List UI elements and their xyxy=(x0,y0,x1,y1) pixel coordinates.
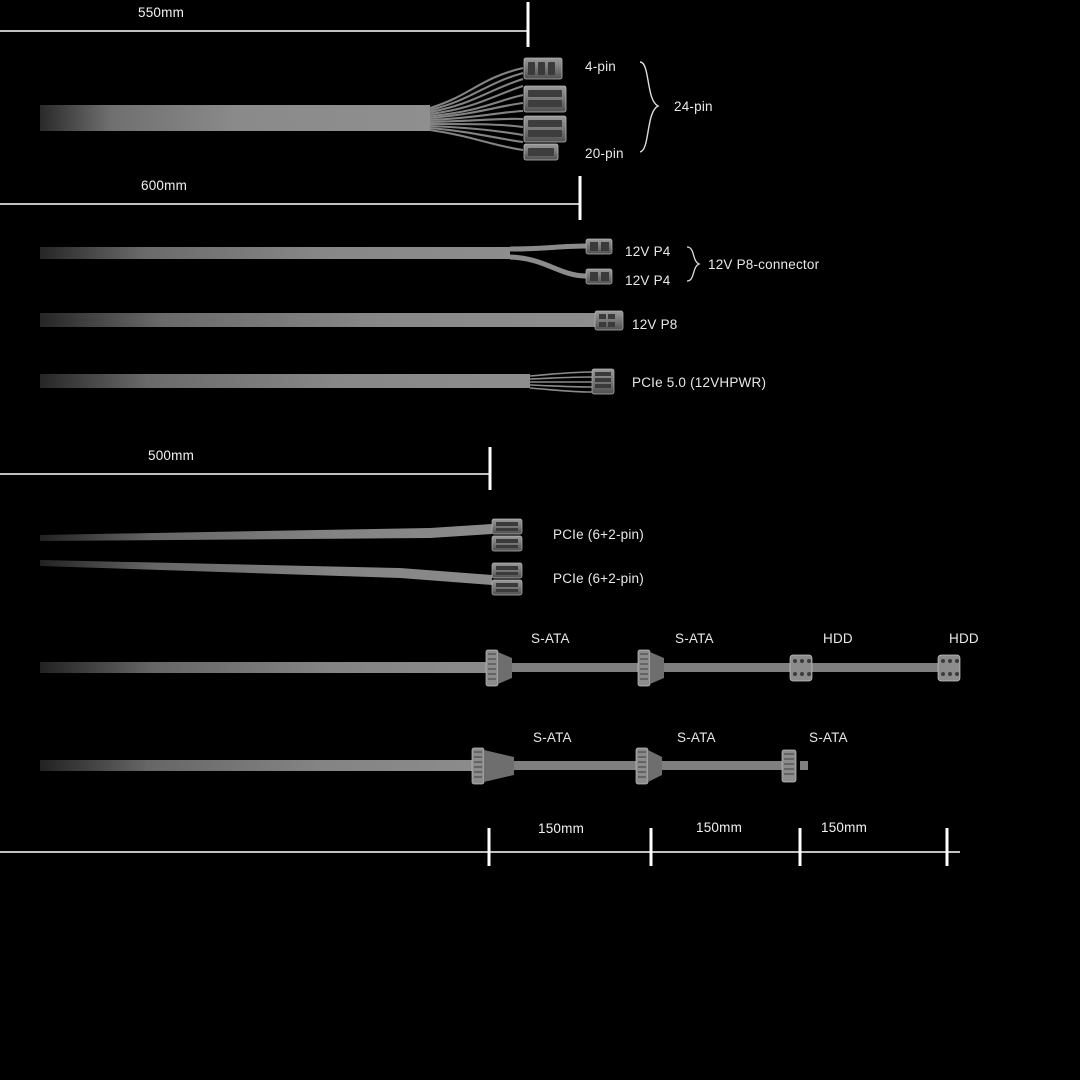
label-12v-p4-a: 12V P4 xyxy=(625,244,671,259)
label-pcie-6plus2-b: PCIe (6+2-pin) xyxy=(553,571,644,586)
connector-20pin xyxy=(524,86,566,160)
connector-pcie-6plus2-a xyxy=(492,519,522,551)
label-sata-3: S-ATA xyxy=(533,730,572,745)
dimension-label-500mm: 500mm xyxy=(148,448,195,463)
cable-12v-p8 xyxy=(40,311,623,330)
dimension-line-600mm xyxy=(0,176,580,220)
label-pcie-50-12vhpwr: PCIe 5.0 (12VHPWR) xyxy=(632,375,767,390)
connector-sata-4 xyxy=(636,748,662,784)
cable-sata-triple xyxy=(40,748,808,784)
connector-sata-2 xyxy=(638,650,664,686)
dimension-label-600mm: 600mm xyxy=(141,178,188,193)
cable-sata-hdd xyxy=(40,650,960,686)
dimension-label-150mm-3: 150mm xyxy=(821,820,868,835)
connector-pcie-6plus2-b xyxy=(492,563,522,595)
dimension-label-150mm-2: 150mm xyxy=(696,820,743,835)
label-sata-2: S-ATA xyxy=(675,631,714,646)
dimension-line-550mm xyxy=(0,2,528,47)
label-sata-5: S-ATA xyxy=(809,730,848,745)
brace-24pin xyxy=(640,62,658,152)
cable-12v-p8-split xyxy=(40,239,699,284)
connector-4pin xyxy=(524,58,562,79)
connector-hdd-2 xyxy=(938,655,960,681)
connector-sata-5 xyxy=(782,750,796,782)
label-pcie-6plus2-a: PCIe (6+2-pin) xyxy=(553,527,644,542)
label-sata-4: S-ATA xyxy=(677,730,716,745)
connector-sata-1 xyxy=(486,650,512,686)
connector-12v-p4-b xyxy=(586,269,612,284)
dimension-line-500mm xyxy=(0,447,490,490)
label-hdd-1: HDD xyxy=(823,631,853,646)
dimension-label-150mm-1: 150mm xyxy=(538,821,585,836)
label-12v-p8: 12V P8 xyxy=(632,317,678,332)
connector-hdd-1 xyxy=(790,655,812,681)
dimension-label-550mm: 550mm xyxy=(138,5,185,20)
label-12v-p4-b: 12V P4 xyxy=(625,273,671,288)
connector-12v-p8 xyxy=(595,311,623,330)
label-hdd-2: HDD xyxy=(949,631,979,646)
connector-sata-3 xyxy=(472,748,514,784)
connector-12vhpwr xyxy=(592,369,614,394)
label-12v-p8-connector: 12V P8-connector xyxy=(708,257,820,272)
label-24pin: 24-pin xyxy=(674,99,713,114)
label-sata-1: S-ATA xyxy=(531,631,570,646)
cable-pcie-6plus2-lower xyxy=(40,560,522,595)
cable-pcie-50-12vhpwr xyxy=(40,369,614,394)
label-4pin: 4-pin xyxy=(585,59,617,74)
atx-24pin-cable xyxy=(40,58,658,160)
brace-12v-p8-connector xyxy=(687,247,699,281)
connector-12v-p4-a xyxy=(586,239,612,254)
label-20pin: 20-pin xyxy=(585,146,624,161)
cable-pcie-6plus2-upper xyxy=(40,519,522,551)
dimension-line-150mm-group xyxy=(0,828,960,866)
